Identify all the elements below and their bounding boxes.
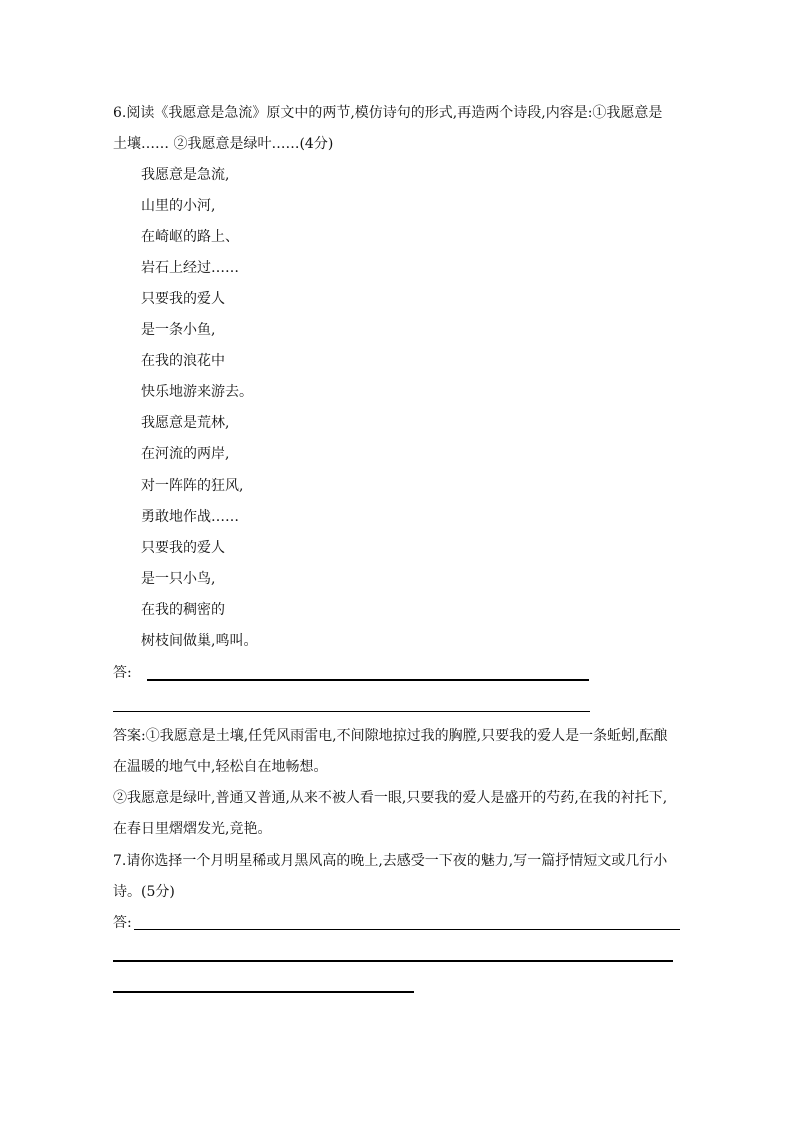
poem-line: 在河流的两岸, <box>141 446 230 462</box>
poem-line: 勇敢地作战…… <box>141 509 239 525</box>
q7-answer-blank-line-3[interactable] <box>113 991 414 993</box>
q6-answer-blank-line-2[interactable] <box>113 711 590 712</box>
q7-prompt-line-1: 7.请你选择一个月明星稀或月黑风高的晚上,去感受一下夜的魅力,写一篇抒情短文或几行小 <box>113 853 668 869</box>
q6-answer-blank-line-1[interactable] <box>147 679 589 681</box>
q6-solution-line-4: 在春日里熠熠发光,竞艳。 <box>113 821 272 837</box>
q6-solution-line-1: 答案:①我愿意是土壤,任凭风雨雷电,不间隙地掠过我的胸膛,只要我的爱人是一条蚯蚓,酝酿 <box>113 728 668 744</box>
poem-line: 只要我的爱人 <box>141 291 225 307</box>
q7-prompt-line-2: 诗。(5分) <box>113 884 175 900</box>
q6-solution-line-3: ②我愿意是绿叶,普通又普通,从来不被人看一眼,只要我的爱人是盛开的芍药,在我的衬托下, <box>113 790 668 806</box>
poem-line: 我愿意是急流, <box>141 167 230 183</box>
q6-prompt-line-2: 土壤…… ②我愿意是绿叶……(4分) <box>113 136 334 152</box>
poem-line: 是一只小鸟, <box>141 571 216 587</box>
poem-line: 树枝间做巢,鸣叫。 <box>141 633 258 649</box>
q6-answer-label: 答: <box>113 665 132 681</box>
poem-line: 在我的浪花中 <box>141 353 225 369</box>
q6-solution-line-2: 在温暖的地气中,轻松自在地畅想。 <box>113 759 328 775</box>
poem-line: 是一条小鱼, <box>141 322 216 338</box>
poem-line: 在我的稠密的 <box>141 602 225 618</box>
q6-prompt-line-1: 6.阅读《我愿意是急流》原文中的两节,模仿诗句的形式,再造两个诗段,内容是:①我愿意是 <box>113 105 663 121</box>
poem-line: 在崎岖的路上、 <box>141 229 239 245</box>
poem-line: 只要我的爱人 <box>141 540 225 556</box>
poem-line: 我愿意是荒林, <box>141 415 230 431</box>
poem-line: 岩石上经过…… <box>141 260 239 276</box>
q7-answer-blank-line-2[interactable] <box>113 960 673 962</box>
q7-answer-blank-line-1[interactable] <box>134 929 680 930</box>
poem-line: 山里的小河, <box>141 198 216 214</box>
q7-answer-label: 答: <box>113 915 132 931</box>
poem-line: 快乐地游来游去。 <box>141 384 253 400</box>
poem-line: 对一阵阵的狂风, <box>141 478 244 494</box>
